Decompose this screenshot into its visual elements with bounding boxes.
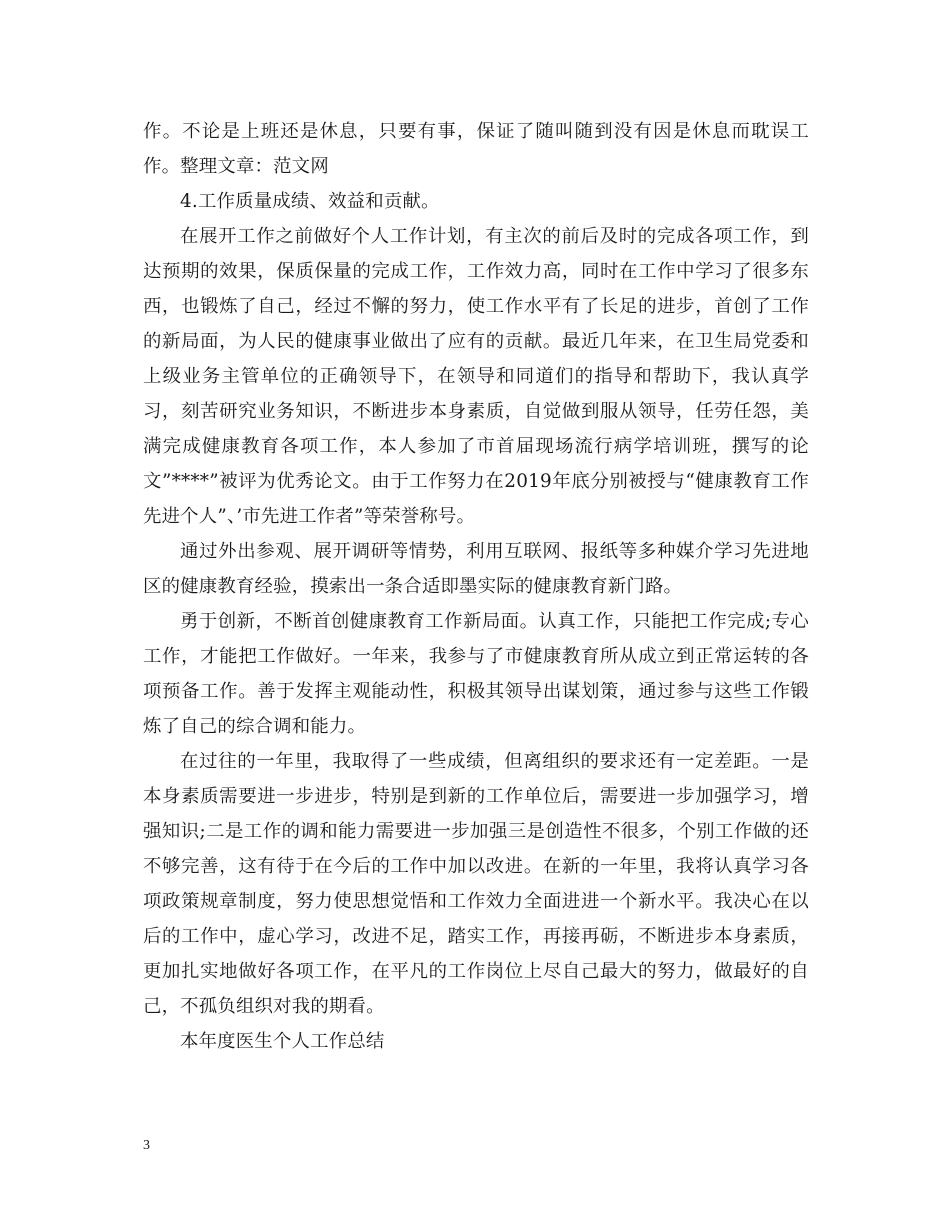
paragraph-learning: 通过外出参观、展开调研等情势，利用互联网、报纸等多种媒介学习先进地区的健康教育经验，摸索出一条合适即墨实际的健康教育新门路。	[143, 541, 809, 597]
paragraph-innovation: 勇于创新，不断首创健康教育工作新局面。认真工作，只能把工作完成;专心工作，才能把工作做好。一年来，我参与了市健康教育所从成立到正常运转的各项预备工作。善于发挥主观能动性，积极其领导出谋划策，通过参与这些工作锻炼了自己的综合调和能力。	[143, 611, 809, 737]
paragraph-section-heading: 4.工作质量成绩、效益和贡献。	[180, 191, 440, 212]
page-number: 3	[143, 1138, 150, 1153]
paragraph-achievements: 在展开工作之前做好个人工作计划，有主次的前后及时的完成各项工作，到达预期的效果，保质保量的完成工作，工作效力高，同时在工作中学习了很多东西，也锻炼了自己，经过不懈的努力，使工作水平有了长足的进步，首创了工作的新局面，为人民的健康事业做出了应有的贡献。最近几年来，在卫生局党委和上级业务主管单位的正确领导下，在领导和同道们的指导和帮助下，我认真学习，刻苦研究业务知识，不断进步本身素质，自觉做到服从领导，任劳任怨，美满完成健康教育各项工作，本人参加了市首届现场流行病学培训班，撰写的论文”****”被评为优秀论文。由于工作努力在2019年底分别被授与“健康教育工作先进个人”、’市先进工作者”等荣誉称号。	[143, 226, 809, 527]
document-body	[143, 114, 809, 1059]
paragraph-shortcomings: 在过往的一年里，我取得了一些成绩，但离组织的要求还有一定差距。一是本身素质需要进一步进步，特别是到新的工作单位后，需要进一步加强学习，增强知识;二是工作的调和能力需要进一步加强三是创造性不很多，个别工作做的还不够完善，这有待于在今后的工作中加以改进。在新的一年里，我将认真学习各项政策规章制度，努力使思想觉悟和工作效力全面进进一个新水平。我决心在以后的工作中，虚心学习，改进不足，踏实工作，再接再砺，不断进步本身素质，更加扎实地做好各项工作，在平凡的工作岗位上尽自己最大的努力，做最好的自己，不孤负组织对我的期看。	[143, 751, 809, 1017]
paragraph-continuation: 作。不论是上班还是休息，只要有事，保证了随叫随到没有因是休息而耽误工作。整理文章：范文网	[143, 121, 809, 177]
paragraph-next-title: 本年度医生个人工作总结	[180, 1031, 385, 1052]
